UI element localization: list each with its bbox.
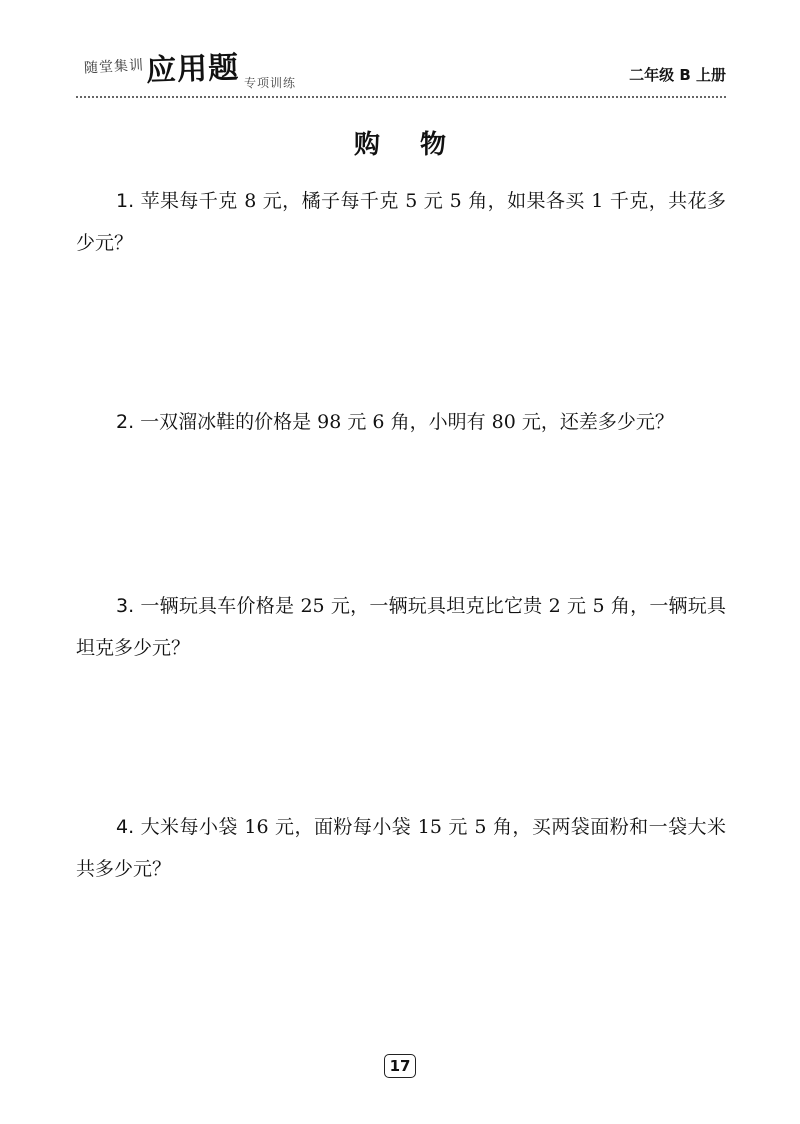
question-4 (76, 806, 726, 890)
question-text: 苹果每千克 8 元，橘子每千克 5 元 5 角，如果各买 1 千克，共花多少元？ (76, 190, 726, 254)
question-number: 2. (116, 411, 135, 433)
question-text: 一双溜冰鞋的价格是 98 元 6 角，小明有 80 元，还差多少元？ (140, 411, 674, 433)
series-subtitle: 专项训练 (244, 76, 297, 90)
question-text: 大米每小袋 16 元，面粉每小袋 15 元 5 角，买两袋面粉和一袋大米共多少元？ (76, 816, 726, 880)
question-3 (76, 585, 726, 669)
question-1 (76, 180, 726, 264)
page-title: 购物 (353, 130, 486, 160)
question-text: 一辆玩具车价格是 25 元，一辆玩具坦克比它贵 2 元 5 角，一辆玩具坦克多少元？ (76, 595, 726, 659)
question-number: 3. (116, 595, 135, 617)
header-divider (76, 96, 726, 98)
series-logo-text: 随堂集训 (83, 57, 145, 77)
grade-label: 二年级 B 上册 (629, 66, 726, 84)
question-number: 4. (116, 816, 135, 838)
question-2 (76, 401, 726, 443)
book-logo-title: 应用题 (145, 50, 240, 89)
question-number: 1. (116, 190, 135, 212)
page-header (76, 40, 726, 100)
page-number: 17 (384, 1054, 416, 1078)
